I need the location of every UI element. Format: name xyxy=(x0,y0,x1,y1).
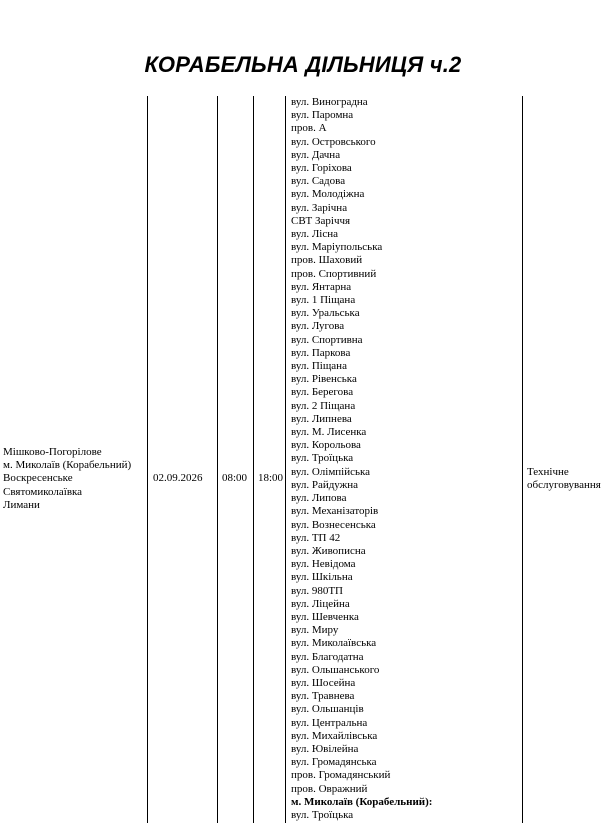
street-item: вул. Ольшанського xyxy=(291,663,380,676)
locality: Воскресенське xyxy=(3,472,73,485)
street-item: вул. Янтарна xyxy=(291,280,352,293)
locality: Святомиколаївка xyxy=(3,485,83,498)
street-item: вул. Піщана xyxy=(291,360,347,373)
page-title: КОРАБЕЛЬНА ДІЛЬНИЦЯ ч.2 xyxy=(144,52,462,77)
street-item: вул. Травнева xyxy=(291,690,355,703)
street-item: вул. Липнева xyxy=(291,412,352,425)
street-item: вул. 1 Піщана xyxy=(291,294,356,307)
street-item: вул. Живописна xyxy=(291,544,366,557)
street-item: вул. Лісна xyxy=(291,228,338,241)
street-item: вул. 2 Піщана xyxy=(291,399,356,412)
street-section-header: м. Миколаїв (Корабельний): xyxy=(291,795,433,808)
street-item: пров. Спортивний xyxy=(291,267,377,280)
street-item: вул. Корольова xyxy=(291,439,361,452)
street-item: вул. Садова xyxy=(291,175,346,188)
street-item: вул. Громадянська xyxy=(291,756,377,769)
work-type-cell xyxy=(527,466,606,492)
street-item: вул. Островського xyxy=(291,135,376,148)
locality: м. Миколаїв (Корабельний) xyxy=(3,459,132,472)
street-item: вул. Паркова xyxy=(291,346,351,359)
date-cell: 02.09.2026 xyxy=(153,472,203,484)
street-item: вул. Берегова xyxy=(291,386,354,399)
street-item: вул. ТП 42 xyxy=(291,531,341,544)
street-item: вул. Вознесенська xyxy=(291,518,376,531)
street-item: пров. Шаховий xyxy=(291,254,363,267)
table-column-divider xyxy=(285,96,286,823)
work-type-line: обслуговування xyxy=(527,479,601,492)
street-item: вул. Олімпійська xyxy=(291,465,371,478)
street-item: вул. Горіхова xyxy=(291,162,352,175)
street-item: вул. Троїцька xyxy=(291,452,354,465)
street-item: вул. Невідома xyxy=(291,558,356,571)
localities-cell xyxy=(3,446,147,512)
street-item: вул. Маріупольська xyxy=(291,241,383,254)
street-item: вул. Зарічна xyxy=(291,201,348,214)
street-item: вул. Ліцейна xyxy=(291,597,350,610)
table-column-divider xyxy=(253,96,254,823)
street-item: вул. Шкільна xyxy=(291,571,353,584)
streets-cell xyxy=(291,96,519,822)
street-item: вул. М. Лисенка xyxy=(291,426,367,439)
street-item: вул. Паромна xyxy=(291,109,354,122)
street-item: вул. Михайлівська xyxy=(291,729,378,742)
street-item: вул. 980ТП xyxy=(291,584,343,597)
locality: Мішково-Погорілове xyxy=(3,446,102,458)
street-item: вул. Спортивна xyxy=(291,333,363,346)
start-time-cell: 08:00 xyxy=(222,472,248,484)
work-type-line: Технічне xyxy=(527,466,569,478)
table-column-divider xyxy=(522,96,523,823)
street-item: вул. Липова xyxy=(291,492,347,505)
street-item: вул. Миру xyxy=(291,624,339,637)
street-item: пров. Громадянський xyxy=(291,769,391,782)
table-column-divider xyxy=(147,96,148,823)
street-item: вул. Виноградна xyxy=(291,96,368,108)
street-item: вул. Дачна xyxy=(291,148,341,161)
street-item: вул. Благодатна xyxy=(291,650,364,663)
locality: Лимани xyxy=(3,498,40,511)
table-column-divider xyxy=(217,96,218,823)
street-item: вул. Шевченка xyxy=(291,610,359,623)
street-item: вул. Ювілейна xyxy=(291,742,359,755)
street-item: вул. Миколаївська xyxy=(291,637,377,650)
end-time-cell: 18:00 xyxy=(258,472,284,484)
street-item: вул. Ольшанців xyxy=(291,703,364,716)
street-item: вул. Шосейна xyxy=(291,676,356,689)
street-item: вул. Лугова xyxy=(291,320,345,333)
street-item: пров. Овражний xyxy=(291,782,368,795)
street-item: вул. Рівенська xyxy=(291,373,357,386)
street-item: СВТ Заріччя xyxy=(291,214,351,227)
street-item: вул. Уральська xyxy=(291,307,360,320)
street-item: пров. А xyxy=(291,122,327,135)
street-item: вул. Молодіжна xyxy=(291,188,365,201)
street-item: вул. Механізаторів xyxy=(291,505,379,518)
street-item: вул. Райдужна xyxy=(291,478,359,491)
street-item: вул. Троїцька xyxy=(291,808,354,821)
street-item: вул. Центральна xyxy=(291,716,368,729)
